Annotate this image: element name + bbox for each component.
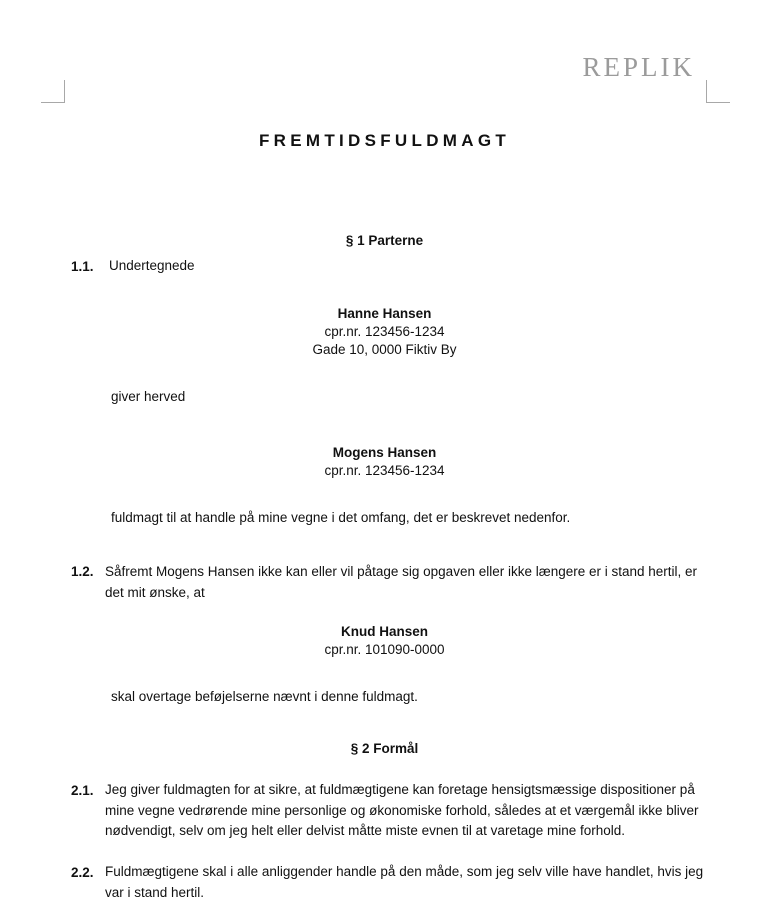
clause-2-1-text: Jeg giver fuldmagten for at sikre, at fuldmægtigene kan foretage hensigtsmæssige dispositioner på mine vegne vedrørende mine personlige og økonomiske forhold, således at et værgemål ikke bliver nødvendigt, selv om jeg helt eller delvist måtte miste evnen til at varetage mine forhold. (105, 782, 699, 838)
takeover-text: skal overtage beføjelserne nævnt i denne fuldmagt. (111, 689, 418, 704)
party-1-address: Gade 10, 0000 Fiktiv By (312, 342, 457, 357)
crop-mark-right (706, 80, 730, 103)
crop-mark-left (41, 80, 65, 103)
section-1-heading: § 1 Parterne (345, 233, 424, 248)
party-2-name: Mogens Hansen (332, 445, 437, 460)
mandate-text: fuldmagt til at handle på mine vegne i det omfang, det er beskrevet nedenfor. (111, 510, 571, 525)
clause-2-2-number: 2.2. (71, 865, 94, 880)
party-1-name: Hanne Hansen (337, 306, 432, 321)
clause-1-2-text: Såfremt Mogens Hansen ikke kan eller vil påtage sig opgaven eller ikke længere er i stand hertil, er det mit ønske, at (105, 564, 698, 600)
clause-1-2-number: 1.2. (71, 564, 94, 579)
clause-1-1-text: Undertegnede (109, 258, 195, 273)
section-2-heading: § 2 Formål (350, 741, 419, 756)
replik-logo: REPLIK (582, 52, 695, 82)
party-3-name: Knud Hansen (340, 624, 428, 639)
clause-1-1-number: 1.1. (71, 259, 94, 274)
party-3-cpr: cpr.nr. 101090-0000 (324, 642, 445, 657)
document-title: FREMTIDSFULDMAGT (258, 131, 511, 150)
party-2-cpr: cpr.nr. 123456-1234 (324, 463, 445, 478)
gives-text: giver herved (111, 389, 186, 404)
party-1-cpr: cpr.nr. 123456-1234 (324, 324, 445, 339)
clause-2-1-number: 2.1. (71, 783, 94, 798)
clause-2-2-text: Fuldmægtigene skal i alle anliggender handle på den måde, som jeg selv ville have handlet, hvis jeg var i stand hertil. (105, 864, 704, 900)
